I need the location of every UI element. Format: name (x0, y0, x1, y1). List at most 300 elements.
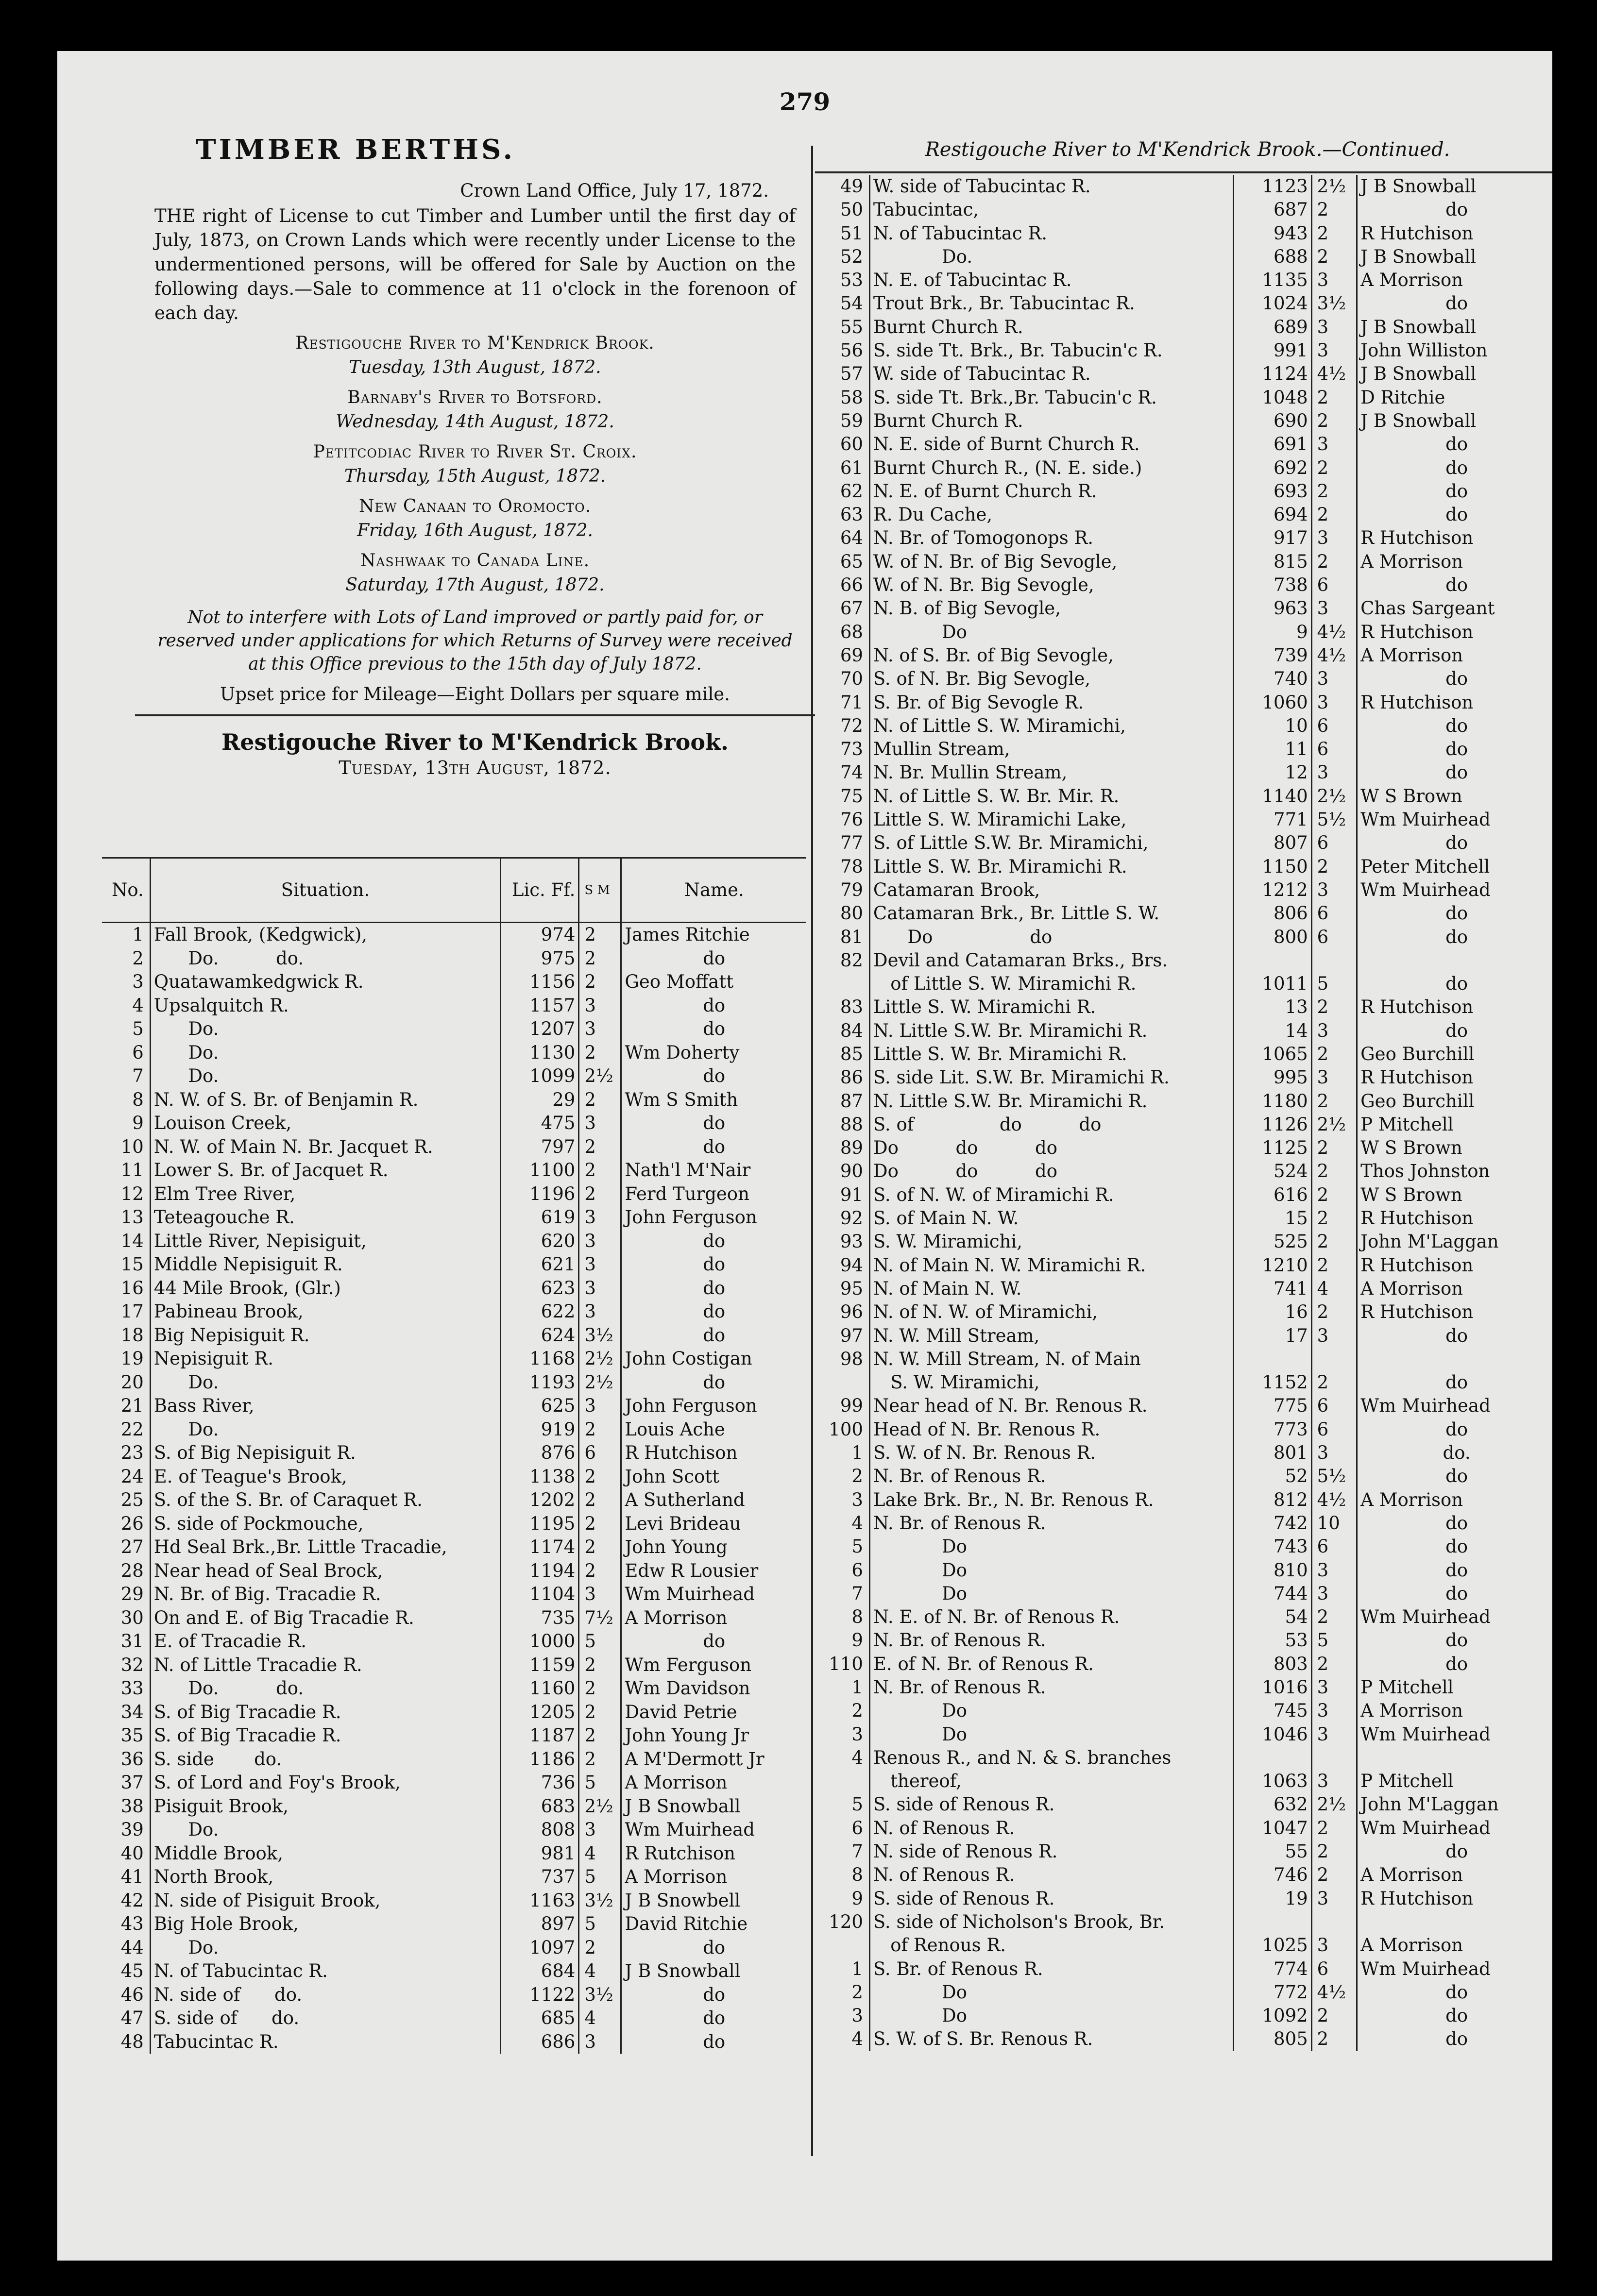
row-license: 1104 (500, 1583, 578, 1606)
row-number: 50 (840, 199, 863, 220)
row-situation: W. side of Tabucintac R. (869, 175, 1233, 198)
row-situation: Tabucintac, (869, 198, 1233, 221)
row-name: do (1357, 1535, 1552, 1558)
row-situation: S. side Tt. Brk., Br. Tabucin'c R. (869, 339, 1233, 362)
row-license: 1150 (1233, 855, 1311, 878)
row-license: 693 (1233, 480, 1311, 503)
row-name: R Hutchison (1357, 1207, 1552, 1230)
row-square-miles: 3 (1311, 1559, 1357, 1582)
row-license: 16 (1233, 1300, 1311, 1324)
row-name: Peter Mitchell (1357, 855, 1552, 878)
row-situation: N. W. Mill Stream, N. of Main (869, 1348, 1233, 1371)
table-row (817, 456, 1552, 480)
row-situation: Do (869, 1723, 1233, 1746)
row-number: 56 (840, 340, 863, 361)
row-situation: E. of Teague's Brook, (150, 1465, 500, 1489)
row-license: 735 (500, 1606, 578, 1630)
table-row (817, 292, 1552, 315)
table-row (817, 1488, 1552, 1512)
row-situation: Near head of Seal Brock, (150, 1559, 500, 1583)
table-header-row (102, 858, 806, 923)
row-name: Wm Davidson (621, 1677, 806, 1701)
row-square-miles: 3 (579, 1112, 621, 1135)
row-license: 690 (1233, 409, 1311, 433)
row-name: Geo Burchill (1357, 1043, 1552, 1066)
row-license: 773 (1233, 1418, 1311, 1441)
table-row (817, 1887, 1552, 1910)
row-number: 13 (120, 1207, 144, 1228)
row-name: do (621, 1277, 806, 1300)
table-row (102, 1441, 806, 1465)
row-square-miles: 6 (1311, 1418, 1357, 1441)
row-situation: N. Br. of Renous R. (869, 1629, 1233, 1652)
row-situation: N. of N. W. of Miramichi, (869, 1300, 1233, 1324)
row-square-miles: 4 (579, 2007, 621, 2030)
row-square-miles: 3 (1311, 1887, 1357, 1910)
table-row (817, 1981, 1552, 2004)
row-license: 1092 (1233, 2004, 1311, 2027)
row-name: do (621, 1230, 806, 1253)
row-situation: S. of N. Br. Big Sevogle, (869, 667, 1233, 691)
sale-date: Wednesday, 14th August, 1872. (336, 412, 614, 432)
row-name: John M'Laggan (1357, 1793, 1552, 1816)
row-name: A M'Dermott Jr (621, 1748, 806, 1772)
row-square-miles: 3 (579, 1206, 621, 1230)
row-license: 771 (1233, 808, 1311, 831)
row-square-miles: 2 (579, 1748, 621, 1772)
row-situation: N. Br. of Tomogonops R. (869, 526, 1233, 550)
row-name: John Young (621, 1536, 806, 1559)
row-license: 1046 (1233, 1723, 1311, 1746)
row-square-miles: 5 (579, 1865, 621, 1889)
row-situation: N. E. of N. Br. of Renous R. (869, 1605, 1233, 1629)
table-row (817, 1535, 1552, 1558)
row-name: Wm Ferguson (621, 1654, 806, 1677)
row-number: 78 (840, 856, 863, 877)
row-square-miles: 5 (579, 1912, 621, 1936)
row-number: 23 (120, 1442, 144, 1463)
row-situation: N. of S. Br. of Big Sevogle, (869, 644, 1233, 667)
row-number: 61 (840, 457, 863, 478)
row-square-miles: 3 (1311, 1324, 1357, 1348)
table-row (102, 1324, 806, 1348)
row-number: 75 (840, 785, 863, 807)
row-number: 80 (840, 903, 863, 924)
row-number: 54 (840, 293, 863, 314)
row-situation: of Little S. W. Miramichi R. (869, 972, 1233, 996)
row-number: 96 (840, 1301, 863, 1323)
table-row (102, 1347, 806, 1371)
row-number: 1 (851, 1442, 863, 1464)
table-row (817, 855, 1552, 878)
row-name: A Morrison (1357, 1488, 1552, 1512)
row-license: 692 (1233, 456, 1311, 480)
table-row (102, 1230, 806, 1253)
row-license: 17 (1233, 1324, 1311, 1348)
row-name: R Hutchison (1357, 1066, 1552, 1089)
table-row (817, 1371, 1552, 1394)
row-square-miles: 3½ (1311, 292, 1357, 315)
row-number: 20 (120, 1371, 144, 1393)
row-number: 48 (120, 2031, 144, 2052)
row-number: 47 (120, 2008, 144, 2028)
row-license: 54 (1233, 1605, 1311, 1629)
table-row (102, 1912, 806, 1936)
table-row (102, 1512, 806, 1536)
row-square-miles: 6 (1311, 714, 1357, 738)
row-square-miles: 2 (579, 1724, 621, 1748)
section-rule (135, 714, 815, 716)
row-situation: S. of the S. Br. of Caraquet R. (150, 1488, 500, 1512)
row-license: 1210 (1233, 1254, 1311, 1277)
row-number: 52 (840, 246, 863, 267)
row-number: 24 (120, 1466, 144, 1487)
row-license: 991 (1233, 339, 1311, 362)
table-row (817, 1394, 1552, 1418)
row-square-miles: 2 (1311, 480, 1357, 503)
row-square-miles: 4 (1311, 1277, 1357, 1300)
row-square-miles: 3 (579, 1394, 621, 1418)
row-square-miles: 6 (1311, 1394, 1357, 1418)
row-name: do (1357, 902, 1552, 925)
row-square-miles: 3½ (579, 1324, 621, 1348)
row-number: 11 (120, 1160, 144, 1181)
berths-table-left (102, 857, 806, 2054)
table-row (817, 1066, 1552, 1089)
row-square-miles: 6 (1311, 738, 1357, 761)
row-license: 687 (1233, 198, 1311, 221)
row-number: 41 (120, 1866, 144, 1887)
row-license: 1194 (500, 1559, 578, 1583)
row-square-miles: 6 (1311, 926, 1357, 949)
row-situation: Do. do. (150, 1677, 500, 1701)
row-name: Wm Muirhead (1357, 878, 1552, 902)
row-situation: Do. (150, 1064, 500, 1088)
row-name: Wm Muirhead (621, 1818, 806, 1842)
sale-entry (154, 386, 796, 434)
table-row (102, 1630, 806, 1654)
row-name: do (621, 1253, 806, 1277)
table-row (817, 1207, 1552, 1230)
table-row (102, 1371, 806, 1395)
row-number: 98 (840, 1348, 863, 1369)
row-square-miles: 3 (1311, 526, 1357, 550)
row-number: 72 (840, 715, 863, 736)
row-license: 1168 (500, 1347, 578, 1371)
row-situation: 44 Mile Brook, (Glr.) (150, 1277, 500, 1300)
row-situation: Quatawamkedgwick R. (150, 970, 500, 994)
sale-location: Restigouche River to M'Kendrick Brook. (295, 333, 655, 353)
row-square-miles: 3 (1311, 1676, 1357, 1699)
table-row (817, 1136, 1552, 1160)
row-name: do (1357, 1512, 1552, 1535)
row-number: 49 (840, 176, 863, 197)
row-name: W S Brown (1357, 785, 1552, 808)
row-number: 77 (840, 832, 863, 854)
row-square-miles: 2 (1311, 1653, 1357, 1676)
row-name: do (1357, 1371, 1552, 1394)
row-license: 775 (1233, 1394, 1311, 1418)
table-row (817, 550, 1552, 574)
row-number: 35 (120, 1725, 144, 1746)
table-row (817, 526, 1552, 550)
row-name: do (621, 1936, 806, 1960)
row-name: John M'Laggan (1357, 1230, 1552, 1253)
row-situation: Burnt Church R. (869, 316, 1233, 339)
table-row (817, 339, 1552, 362)
row-number: 9 (851, 1888, 863, 1909)
row-license: 684 (500, 1959, 578, 1983)
notice-text: THE right of License to cut Timber and Lumber until the first day of July, 1873, on Crown Lands which were recently under License to the undermentioned persons, will be offered for Sale by Auction on the following days.—Sale to commence at 11 o'clock in the forenoon of each day. (154, 205, 796, 323)
row-situation: Pisiguit Brook, (150, 1795, 500, 1819)
row-name: David Ritchie (621, 1912, 806, 1936)
row-number: 58 (840, 387, 863, 408)
table-row (817, 761, 1552, 784)
row-square-miles: 3 (1311, 1441, 1357, 1465)
row-square-miles: 2 (1311, 1207, 1357, 1230)
row-square-miles: 2 (1311, 409, 1357, 433)
row-license: 619 (500, 1206, 578, 1230)
row-license: 1048 (1233, 386, 1311, 409)
row-name: John Young Jr (621, 1724, 806, 1748)
row-square-miles: 2 (1311, 1230, 1357, 1253)
row-square-miles: 2 (1311, 1371, 1357, 1394)
row-square-miles: 2 (1311, 996, 1357, 1019)
row-square-miles: 4½ (1311, 644, 1357, 667)
row-license: 19 (1233, 1887, 1311, 1910)
row-number: 36 (120, 1748, 144, 1770)
row-square-miles: 6 (1311, 1958, 1357, 1981)
row-name: A Morrison (621, 1606, 806, 1630)
table-row (102, 1017, 806, 1041)
row-name: do (1357, 433, 1552, 456)
row-number: 1 (851, 1677, 863, 1698)
row-name: Wm Muirhead (1357, 1817, 1552, 1840)
row-name: do (1357, 480, 1552, 503)
row-name: J B Snowball (621, 1795, 806, 1819)
row-license: 1016 (1233, 1676, 1311, 1699)
row-square-miles: 2 (579, 1135, 621, 1159)
row-name (1357, 1746, 1552, 1770)
table-row (102, 1748, 806, 1772)
row-situation: Do (869, 1559, 1233, 1582)
table-row (817, 808, 1552, 831)
row-license: 745 (1233, 1699, 1311, 1722)
row-name: do (1357, 1653, 1552, 1676)
row-name: A Morrison (1357, 644, 1552, 667)
row-situation: Burnt Church R. (869, 409, 1233, 433)
row-name: do (621, 1371, 806, 1395)
row-license: 774 (1233, 1958, 1311, 1981)
row-number: 110 (829, 1653, 863, 1674)
row-square-miles: 6 (1311, 902, 1357, 925)
row-license: 689 (1233, 316, 1311, 339)
row-license: 1135 (1233, 269, 1311, 292)
table-row (817, 316, 1552, 339)
row-situation: S. W. of N. Br. Renous R. (869, 1441, 1233, 1465)
row-number: 8 (851, 1606, 863, 1628)
row-square-miles: 3 (1311, 1770, 1357, 1793)
row-situation: Little S. W. Miramichi R. (869, 996, 1233, 1019)
row-square-miles: 3 (579, 994, 621, 1018)
row-number: 43 (120, 1913, 144, 1934)
row-license: 1123 (1233, 175, 1311, 198)
row-number: 15 (120, 1254, 144, 1275)
row-square-miles: 2 (1311, 222, 1357, 245)
row-license: 685 (500, 2007, 578, 2030)
row-license: 743 (1233, 1535, 1311, 1558)
row-license: 741 (1233, 1277, 1311, 1300)
row-number: 51 (840, 222, 863, 244)
row-number: 3 (851, 1723, 863, 1745)
row-number: 3 (851, 1489, 863, 1510)
row-name: do (621, 947, 806, 971)
document-page (57, 51, 1552, 2261)
row-number: 63 (840, 504, 863, 525)
row-situation: E. of N. Br. of Renous R. (869, 1653, 1233, 1676)
row-number: 87 (840, 1090, 863, 1112)
row-name: do (1357, 1324, 1552, 1348)
table-row (817, 1699, 1552, 1722)
row-name: Wm Muirhead (1357, 1723, 1552, 1746)
table-row (102, 1488, 806, 1512)
row-situation: N. of Main N. W. Miramichi R. (869, 1254, 1233, 1277)
row-situation: N. B. of Big Sevogle, (869, 597, 1233, 620)
row-situation: Teteagouche R. (150, 1206, 500, 1230)
row-name: Wm Muirhead (1357, 808, 1552, 831)
row-number: 30 (120, 1607, 144, 1628)
row-square-miles: 2 (579, 1488, 621, 1512)
row-square-miles: 2½ (1311, 785, 1357, 808)
header-lic: Lic. Ff. (500, 858, 578, 923)
table-row (102, 1112, 806, 1135)
row-license: 683 (500, 1795, 578, 1819)
row-situation: Do. (869, 245, 1233, 269)
table-row (817, 1113, 1552, 1136)
row-license: 623 (500, 1277, 578, 1300)
row-name: do (1357, 198, 1552, 221)
row-square-miles: 2 (579, 1701, 621, 1724)
row-number: 21 (120, 1395, 144, 1416)
row-number: 91 (840, 1184, 863, 1205)
row-situation: S. Br. of Big Sevogle R. (869, 691, 1233, 714)
row-situation: Do (869, 621, 1233, 644)
row-square-miles: 2 (579, 1041, 621, 1065)
row-situation: S. of Little S.W. Br. Miramichi, (869, 831, 1233, 855)
row-license: 919 (500, 1418, 578, 1442)
row-license: 12 (1233, 761, 1311, 784)
row-license: 1065 (1233, 1043, 1311, 1066)
row-number: 17 (120, 1301, 144, 1322)
sale-entry (154, 440, 796, 489)
table-row (817, 1958, 1552, 1981)
table-row (817, 1418, 1552, 1441)
table-row (102, 1795, 806, 1819)
table-row (102, 1701, 806, 1724)
row-name: Wm Muirhead (621, 1583, 806, 1606)
row-square-miles: 2 (579, 1677, 621, 1701)
row-name: P Mitchell (1357, 1113, 1552, 1136)
table-row (817, 480, 1552, 503)
row-situation: N. of Tabucintac R. (150, 1959, 500, 1983)
row-number: 9 (851, 1630, 863, 1651)
row-square-miles: 3 (1311, 1934, 1357, 1957)
row-license: 1025 (1233, 1934, 1311, 1957)
sale-date: Thursday, 15th August, 1872. (344, 466, 606, 486)
row-situation: Head of N. Br. Renous R. (869, 1418, 1233, 1441)
table-row (102, 1277, 806, 1300)
row-name: J B Snowball (1357, 245, 1552, 269)
header-sm: S M (579, 858, 621, 923)
table-row (817, 245, 1552, 269)
row-license: 13 (1233, 996, 1311, 1019)
table-row (102, 1088, 806, 1112)
table-row (102, 1559, 806, 1583)
row-number: 85 (840, 1043, 863, 1064)
row-license: 11 (1233, 738, 1311, 761)
row-license: 1159 (500, 1654, 578, 1677)
table-row (817, 1277, 1552, 1300)
row-license: 740 (1233, 667, 1311, 691)
row-number: 95 (840, 1278, 863, 1299)
row-number: 14 (120, 1230, 144, 1251)
row-number: 19 (120, 1348, 144, 1369)
row-square-miles: 4 (579, 1959, 621, 1983)
row-name: R Hutchison (1357, 1300, 1552, 1324)
row-name: A Morrison (1357, 1277, 1552, 1300)
row-license: 9 (1233, 621, 1311, 644)
row-number: 3 (851, 2005, 863, 2026)
row-number: 45 (120, 1960, 144, 1981)
row-situation: Little River, Nepisiguit, (150, 1230, 500, 1253)
row-number: 67 (840, 598, 863, 619)
row-number: 7 (132, 1065, 144, 1086)
table-row (817, 362, 1552, 386)
row-situation: Mullin Stream, (869, 738, 1233, 761)
row-number: 76 (840, 809, 863, 830)
table-row (817, 198, 1552, 221)
row-situation: N. side of Renous R. (869, 1840, 1233, 1863)
row-license: 1174 (500, 1536, 578, 1559)
sale-location: New Canaan to Oromocto. (358, 496, 592, 516)
row-license: 1011 (1233, 972, 1311, 996)
row-number: 64 (840, 527, 863, 549)
row-square-miles: 2 (1311, 2004, 1357, 2027)
row-number: 6 (851, 1817, 863, 1839)
table-heading: Restigouche River to M'Kendrick Brook. (221, 729, 729, 755)
row-situation: Nepisiguit R. (150, 1347, 500, 1371)
row-square-miles: 3 (1311, 1723, 1357, 1746)
row-name: John Ferguson (621, 1394, 806, 1418)
table-row (817, 1653, 1552, 1676)
row-license: 53 (1233, 1629, 1311, 1652)
row-license: 812 (1233, 1488, 1311, 1512)
row-name: J B Snowball (1357, 175, 1552, 198)
row-square-miles: 2½ (579, 1064, 621, 1088)
row-license: 1122 (500, 1983, 578, 2007)
table-row (817, 1043, 1552, 1066)
row-license: 1156 (500, 970, 578, 994)
row-license: 1160 (500, 1677, 578, 1701)
row-number: 22 (120, 1418, 144, 1440)
row-license: 1180 (1233, 1090, 1311, 1113)
row-license: 974 (500, 923, 578, 947)
row-license: 737 (500, 1865, 578, 1889)
row-name: Levi Brideau (621, 1512, 806, 1536)
row-situation: Renous R., and N. & S. branches (869, 1746, 1233, 1770)
row-situation: S. side of Renous R. (869, 1887, 1233, 1910)
row-number: 59 (840, 410, 863, 431)
